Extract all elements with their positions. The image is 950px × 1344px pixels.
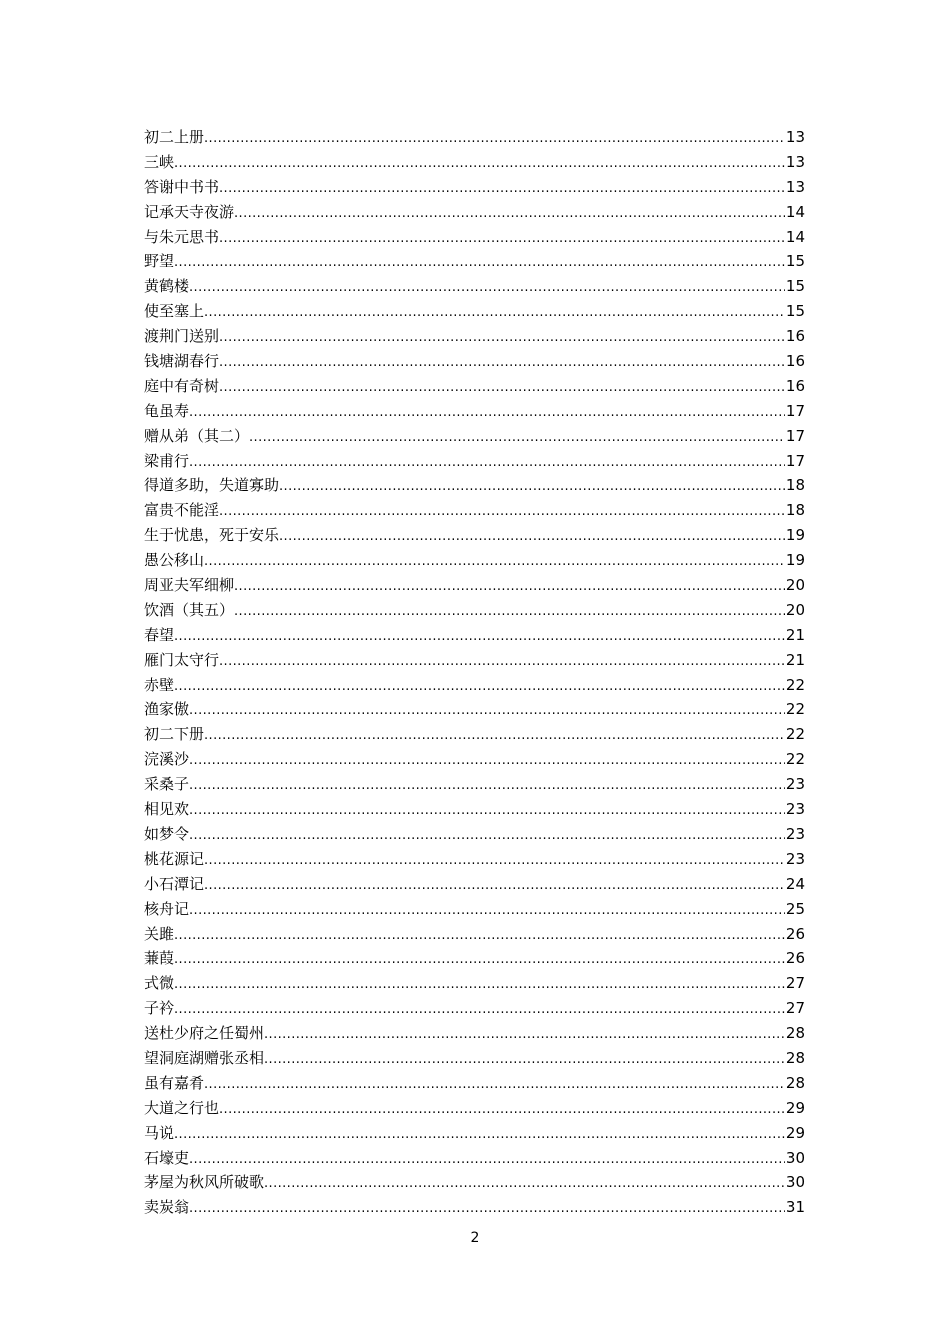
toc-entry-title: 望洞庭湖赠张丞相: [144, 1048, 265, 1067]
toc-entry-page: 15: [785, 302, 805, 321]
toc-entry-title: 马说: [144, 1123, 175, 1142]
toc-entry-title: 黄鹤楼: [144, 277, 190, 296]
toc-entry-page: 19: [785, 551, 805, 570]
toc-entry-title: 虽有嘉肴: [144, 1073, 205, 1092]
toc-entry-page: 13: [785, 128, 805, 146]
toc-entry-page: 16: [785, 327, 805, 346]
toc-entry-title: 得道多助，失道寡助: [144, 476, 280, 495]
toc-entry-title: 梁甫行: [144, 451, 190, 470]
toc-entry-page: 27: [785, 974, 805, 993]
toc-dot-leader: [279, 525, 785, 548]
toc-entry[interactable]: [144, 548, 805, 573]
toc-dot-leader: [219, 351, 785, 374]
toc-entry-page: 23: [785, 824, 805, 843]
toc-entry-title: 卖炭翁: [144, 1198, 190, 1217]
toc-entry-page: 27: [785, 999, 805, 1018]
toc-entry-page: 31: [785, 1198, 805, 1217]
page-number: 2: [470, 1230, 480, 1246]
toc-dot-leader: [174, 675, 785, 698]
toc-entry[interactable]: [144, 648, 805, 673]
toc-entry[interactable]: [144, 150, 805, 175]
toc-dot-leader: [204, 1073, 785, 1096]
toc-entry-page: 29: [785, 1098, 805, 1117]
toc-dot-leader: [234, 202, 785, 225]
toc-entry[interactable]: [144, 1170, 805, 1195]
toc-entry[interactable]: [144, 1146, 805, 1171]
toc-entry-title: 饮酒（其五）: [144, 600, 235, 619]
toc-entry[interactable]: [144, 872, 805, 897]
toc-entry-page: 22: [785, 725, 805, 744]
toc-dot-leader: [219, 326, 785, 349]
toc-entry-page: 22: [785, 675, 805, 694]
toc-entry-title: 三峡: [144, 152, 175, 171]
toc-dot-leader: [189, 1148, 785, 1171]
toc-dot-leader: [189, 276, 785, 299]
toc-dot-leader: [204, 301, 785, 324]
toc-entry[interactable]: [144, 1121, 805, 1146]
toc-dot-leader: [234, 600, 785, 623]
toc-entry-page: 20: [785, 600, 805, 619]
toc-entry[interactable]: [144, 424, 805, 449]
toc-entry-title: 初二上册: [144, 128, 205, 146]
toc-entry-page: 21: [785, 625, 805, 644]
toc-entry-title: 记承天寺夜游: [144, 202, 235, 221]
toc-entry-title: 浣溪沙: [144, 750, 190, 769]
toc-dot-leader: [219, 1098, 785, 1121]
toc-dot-leader: [264, 1023, 785, 1046]
toc-entry-page: 30: [785, 1148, 805, 1167]
toc-entry-page: 26: [785, 924, 805, 943]
toc-entry-title: 蒹葭: [144, 949, 175, 968]
toc-entry-page: 13: [785, 177, 805, 196]
toc-entry-title: 关雎: [144, 924, 175, 943]
toc-entry[interactable]: [144, 897, 805, 922]
toc-entry-page: 21: [785, 650, 805, 669]
toc-entry-title: 如梦令: [144, 824, 190, 843]
toc-entry-title: 赤壁: [144, 675, 175, 694]
toc-entry-page: 20: [785, 576, 805, 595]
toc-entry-title: 与朱元思书: [144, 227, 220, 246]
toc-entry[interactable]: [144, 225, 805, 250]
toc-entry-title: 桃花源记: [144, 849, 205, 868]
toc-entry-page: 26: [785, 949, 805, 968]
toc-entry-title: 庭中有奇树: [144, 376, 220, 395]
toc-entry-title: 答谢中书书: [144, 177, 220, 196]
toc-entry-title: 渔家傲: [144, 700, 190, 719]
toc-entry[interactable]: [144, 1021, 805, 1046]
toc-entry[interactable]: [144, 473, 805, 498]
toc-entry-title: 大道之行也: [144, 1098, 220, 1117]
toc-dot-leader: [174, 152, 785, 175]
toc-entry[interactable]: [144, 673, 805, 698]
toc-entry-page: 16: [785, 376, 805, 395]
toc-entry-page: 23: [785, 800, 805, 819]
toc-dot-leader: [204, 724, 785, 747]
toc-entry-page: 24: [785, 874, 805, 893]
toc-entry[interactable]: [144, 1046, 805, 1071]
toc-dot-leader: [264, 1048, 785, 1071]
toc-entry-page: 30: [785, 1173, 805, 1192]
toc-entry-title: 石壕吏: [144, 1148, 190, 1167]
toc-entry-title: 渡荆门送别: [144, 327, 220, 346]
toc-entry[interactable]: [144, 697, 805, 722]
toc-dot-leader: [189, 1197, 785, 1220]
toc-entry-title: 送杜少府之任蜀州: [144, 1024, 265, 1043]
toc-entry-page: 22: [785, 750, 805, 769]
toc-dot-leader: [204, 127, 785, 150]
toc-entry[interactable]: [144, 996, 805, 1021]
toc-dot-leader: [174, 998, 785, 1021]
toc-dot-leader: [204, 550, 785, 573]
toc-entry[interactable]: [144, 922, 805, 947]
toc-entry-page: 14: [785, 227, 805, 246]
toc-entry-title: 小石潭记: [144, 874, 205, 893]
toc-dot-leader: [189, 899, 785, 922]
toc-entry-title: 子衿: [144, 999, 175, 1018]
toc-entry[interactable]: [144, 449, 805, 474]
toc-entry-title: 式微: [144, 974, 175, 993]
toc-entry-page: 14: [785, 202, 805, 221]
toc-entry-title: 钱塘湖春行: [144, 352, 220, 371]
toc-dot-leader: [174, 251, 785, 274]
toc-entry-title: 雁门太守行: [144, 650, 220, 669]
toc-entry[interactable]: [144, 747, 805, 772]
table-of-contents: [144, 125, 805, 1220]
toc-entry-page: 22: [785, 700, 805, 719]
toc-entry-title: 赠从弟（其二）: [144, 426, 250, 445]
toc-entry[interactable]: [144, 797, 805, 822]
toc-dot-leader: [189, 774, 785, 797]
toc-entry[interactable]: [144, 125, 805, 150]
toc-entry[interactable]: [144, 324, 805, 349]
toc-dot-leader: [279, 475, 785, 498]
toc-entry-page: 18: [785, 501, 805, 520]
toc-entry-title: 核舟记: [144, 899, 190, 918]
toc-entry-page: 28: [785, 1024, 805, 1043]
toc-entry[interactable]: [144, 1195, 805, 1220]
toc-entry-page: 15: [785, 252, 805, 271]
toc-dot-leader: [189, 799, 785, 822]
toc-dot-leader: [219, 227, 785, 250]
toc-entry[interactable]: [144, 1096, 805, 1121]
toc-entry-title: 春望: [144, 625, 175, 644]
toc-entry[interactable]: [144, 971, 805, 996]
toc-entry-title: 采桑子: [144, 775, 190, 794]
toc-entry-title: 茅屋为秋风所破歌: [144, 1173, 265, 1192]
toc-dot-leader: [174, 625, 785, 648]
toc-dot-leader: [189, 749, 785, 772]
toc-entry-title: 周亚夫军细柳: [144, 576, 235, 595]
toc-entry-page: 15: [785, 277, 805, 296]
toc-entry-page: 28: [785, 1048, 805, 1067]
toc-entry[interactable]: [144, 623, 805, 648]
toc-entry[interactable]: [144, 573, 805, 598]
toc-dot-leader: [264, 1172, 785, 1195]
toc-entry-title: 初二下册: [144, 725, 205, 744]
toc-entry-page: 17: [785, 451, 805, 470]
toc-dot-leader: [189, 451, 785, 474]
toc-entry-page: 13: [785, 152, 805, 171]
toc-entry-title: 使至塞上: [144, 302, 205, 321]
toc-entry[interactable]: [144, 249, 805, 274]
toc-dot-leader: [204, 874, 785, 897]
toc-entry-page: 19: [785, 526, 805, 545]
toc-entry[interactable]: [144, 598, 805, 623]
toc-entry-title: 愚公移山: [144, 551, 205, 570]
toc-dot-leader: [189, 699, 785, 722]
toc-entry-title: 生于忧患，死于安乐: [144, 526, 280, 545]
toc-entry[interactable]: [144, 274, 805, 299]
toc-entry[interactable]: [144, 847, 805, 872]
toc-entry-page: 23: [785, 775, 805, 794]
toc-entry[interactable]: [144, 200, 805, 225]
toc-entry[interactable]: [144, 946, 805, 971]
toc-dot-leader: [204, 849, 785, 872]
toc-entry-title: 龟虽寿: [144, 401, 190, 420]
toc-entry[interactable]: [144, 523, 805, 548]
toc-dot-leader: [219, 500, 785, 523]
toc-entry-title: 相见欢: [144, 800, 190, 819]
toc-dot-leader: [189, 824, 785, 847]
toc-dot-leader: [249, 426, 785, 449]
toc-entry[interactable]: [144, 772, 805, 797]
toc-entry[interactable]: [144, 349, 805, 374]
toc-entry-page: 25: [785, 899, 805, 918]
toc-entry[interactable]: [144, 1071, 805, 1096]
toc-entry[interactable]: [144, 722, 805, 747]
toc-dot-leader: [219, 376, 785, 399]
toc-dot-leader: [234, 575, 785, 598]
toc-entry-page: 29: [785, 1123, 805, 1142]
toc-entry-page: 28: [785, 1073, 805, 1092]
toc-entry[interactable]: [144, 399, 805, 424]
toc-entry-page: 18: [785, 476, 805, 495]
toc-entry[interactable]: [144, 175, 805, 200]
toc-entry[interactable]: [144, 498, 805, 523]
toc-dot-leader: [174, 1123, 785, 1146]
toc-entry-page: 17: [785, 426, 805, 445]
toc-entry[interactable]: [144, 374, 805, 399]
toc-dot-leader: [174, 924, 785, 947]
toc-dot-leader: [219, 177, 785, 200]
toc-entry-title: 富贵不能淫: [144, 501, 220, 520]
toc-entry-page: 16: [785, 352, 805, 371]
toc-entry[interactable]: [144, 299, 805, 324]
toc-dot-leader: [219, 650, 785, 673]
toc-entry[interactable]: [144, 822, 805, 847]
toc-entry-page: 17: [785, 401, 805, 420]
toc-dot-leader: [174, 973, 785, 996]
toc-entry-title: 野望: [144, 252, 175, 271]
toc-dot-leader: [189, 401, 785, 424]
toc-entry-page: 23: [785, 849, 805, 868]
toc-dot-leader: [174, 948, 785, 971]
